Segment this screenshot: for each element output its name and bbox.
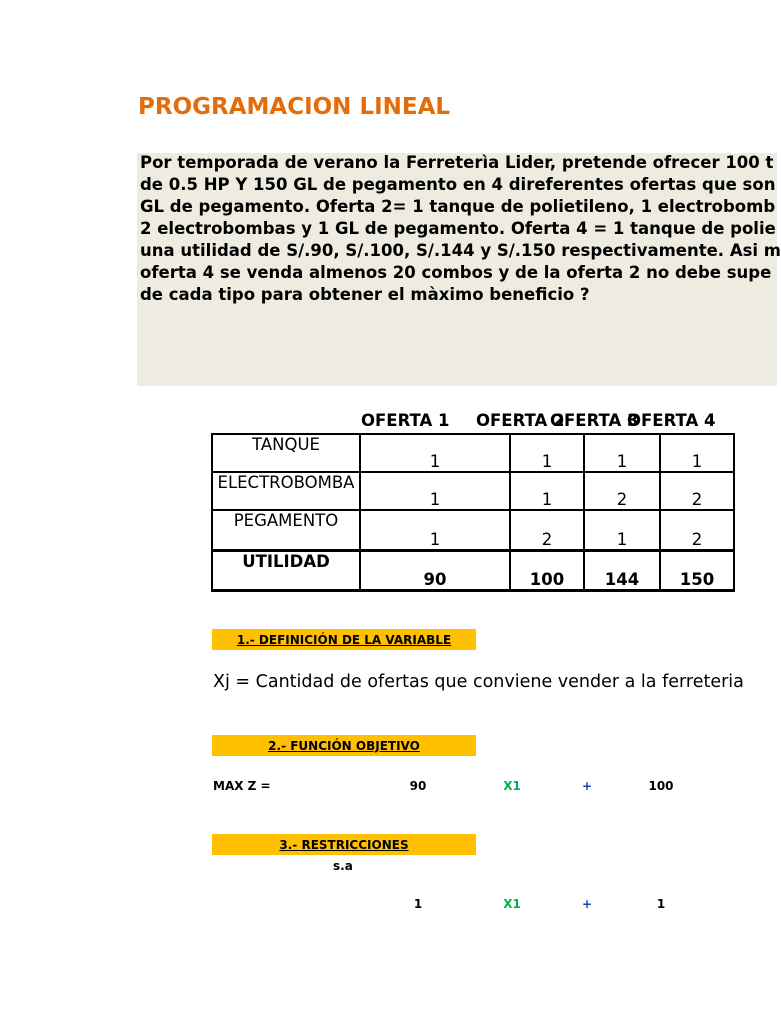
objective-var-1: X1 — [503, 779, 521, 793]
objective-plus: + — [581, 779, 593, 793]
table-cell: 1 — [584, 434, 660, 472]
table-cell: 1 — [510, 434, 584, 472]
problem-line: GL de pegamento. Oferta 2= 1 tanque de polietileno, 1 electrobomb — [140, 197, 776, 216]
table-cell: 2 — [660, 510, 734, 550]
table-cell: 1 — [360, 434, 510, 472]
problem-line: oferta 4 se venda almenos 20 combos y de la oferta 2 no debe supe — [140, 263, 772, 282]
header-oferta-1: OFERTA 1 — [361, 411, 450, 430]
constraint-coef-2: 1 — [656, 897, 666, 911]
table-cell: 1 — [360, 510, 510, 550]
table-cell: 1 — [510, 472, 584, 510]
problem-line: 2 electrobombas y 1 GL de pegamento. Oferta 4 = 1 tanque de polie — [140, 219, 776, 238]
objective-label: MAX Z = — [213, 779, 271, 793]
table-cell: 1 — [360, 472, 510, 510]
problem-line: de cada tipo para obtener el màximo beneficio ? — [140, 285, 590, 304]
row-label-utilidad: UTILIDAD — [212, 550, 360, 590]
table-row — [212, 472, 734, 510]
section-constraints: 3.- RESTRICCIONES — [212, 834, 476, 855]
table-row — [212, 510, 734, 550]
subject-to-label: s.a — [333, 859, 353, 873]
table-cell: 1 — [584, 510, 660, 550]
constraint-var-1: X1 — [503, 897, 521, 911]
utility-cell: 100 — [510, 550, 584, 590]
table-cell: 2 — [584, 472, 660, 510]
header-oferta-2: OFERTA 2 — [476, 411, 565, 430]
constraint-plus: + — [581, 897, 593, 911]
table-cell: 2 — [660, 472, 734, 510]
problem-line: Por temporada de verano la Ferreterìa Lider, pretende ofrecer 100 t — [140, 153, 774, 172]
section-variable-definition: 1.- DEFINICIÓN DE LA VARIABLE — [212, 629, 476, 650]
utility-cell: 90 — [360, 550, 510, 590]
objective-coef-1: 90 — [409, 779, 427, 793]
variable-definition: Xj = Cantidad de ofertas que conviene vender a la ferreteria — [213, 672, 744, 692]
row-label-electrobomba: ELECTROBOMBA — [212, 472, 360, 510]
table-cell: 2 — [510, 510, 584, 550]
utility-cell: 144 — [584, 550, 660, 590]
utility-cell: 150 — [660, 550, 734, 590]
problem-statement — [137, 153, 781, 386]
utility-row — [212, 550, 734, 590]
section-objective-function: 2.- FUNCIÓN OBJETIVO — [212, 735, 476, 756]
objective-coef-2: 100 — [648, 779, 674, 793]
header-oferta-4: OFERTA 4 — [627, 411, 716, 430]
page-title: PROGRAMACION LINEAL — [138, 94, 451, 120]
constraint-coef-1: 1 — [413, 897, 423, 911]
row-label-pegamento: PEGAMENTO — [212, 510, 360, 550]
problem-line: de 0.5 HP Y 150 GL de pegamento en 4 direferentes ofertas que son — [140, 175, 776, 194]
offers-table — [211, 433, 735, 592]
row-label-tanque: TANQUE — [212, 434, 360, 472]
header-oferta-3: OFERTA 3 — [550, 411, 639, 430]
table-cell: 1 — [660, 434, 734, 472]
problem-line: una utilidad de S/.90, S/.100, S/.144 y S/.150 respectivamente. Asi m — [140, 241, 781, 260]
table-row — [212, 434, 734, 472]
